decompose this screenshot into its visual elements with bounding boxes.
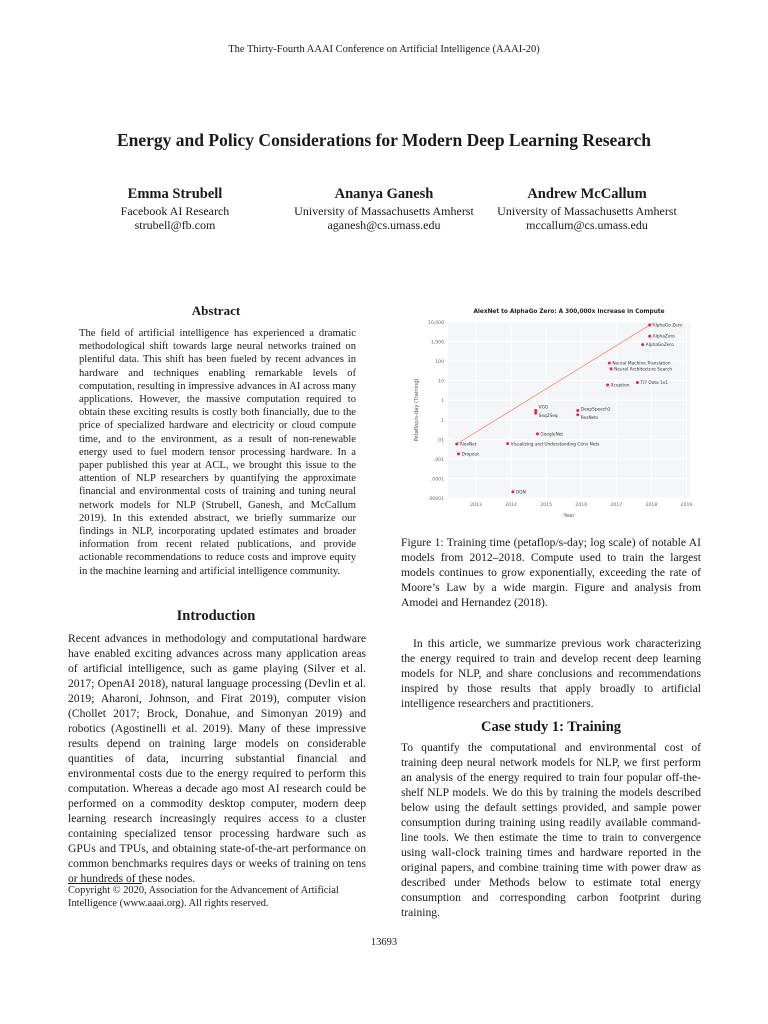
data-point — [641, 343, 644, 346]
plot-area — [448, 322, 690, 498]
y-tick-label: 10 — [438, 379, 444, 385]
y-tick-label: .01 — [436, 438, 444, 444]
data-point — [534, 412, 537, 415]
data-label: Neural Architecture Search — [614, 367, 673, 373]
author-block — [269, 187, 499, 232]
data-label: Xception — [610, 383, 630, 389]
x-tick-label: 2017 — [610, 503, 623, 508]
author-affiliation: University of Massachusetts Amherst — [294, 204, 474, 218]
data-label: AlphaGo Zero — [652, 323, 683, 329]
case-study-heading: Case study 1: Training — [480, 719, 622, 735]
y-tick-label: 1,000 — [430, 340, 444, 346]
page-number: 13693 — [370, 937, 398, 948]
data-point — [636, 381, 639, 384]
x-axis-label: Year — [563, 513, 575, 519]
data-label: ResNets — [580, 415, 599, 421]
data-label: Neural Machine Translation — [612, 361, 671, 367]
data-point — [455, 442, 458, 445]
data-point — [606, 384, 609, 387]
data-label: AlphaGoZero — [645, 343, 674, 349]
y-tick-label: .0001 — [430, 477, 444, 483]
data-point — [536, 432, 539, 435]
x-tick-label: 2018 — [645, 503, 658, 508]
author-email: mccallum@cs.umass.edu — [526, 218, 648, 232]
author-affiliation: Facebook AI Research — [120, 204, 230, 218]
data-point — [511, 490, 514, 493]
author-email: aganesh@cs.umass.edu — [327, 218, 441, 232]
data-label: Dropout — [461, 452, 479, 458]
y-tick-label: .00001 — [427, 497, 444, 502]
y-axis-label: Petaflop/s-day (Training) — [414, 378, 420, 442]
paper-title: Energy and Policy Considerations for Modern Deep Learning Research — [116, 130, 652, 150]
introduction-heading: Introduction — [176, 608, 256, 624]
data-label: VGG — [538, 405, 549, 411]
data-label: GoogleNet — [540, 432, 564, 438]
author-name: Emma Strubell — [127, 186, 223, 202]
y-tick-label: 10,000 — [427, 321, 444, 326]
data-label: AlphaZero — [652, 334, 675, 340]
figure-1 — [404, 302, 698, 526]
abstract-text: The field of artificial intelligence has experienced a dramatic methodological shift towards large neural networks trained on plentiful data. This shift has been fueled by recent advances in hardware and techniques enabling remarkable levels of computation, resulting in impressive advances in AI across many applications. However, the massive computation required to obtain these exciting results is costly both financially, due to the price of specialized hardware and electricity or cloud compute time, and to the environment, as a result of non-renewable energy used to fuel modern tensor processing hardware. In a paper published this year at ACL, we brought this issue to the attention of NLP researchers by quantifying the approximate financial and environmental costs of training and tuning neural network models for NLP (Strubell, Ganesh, and McCallum 2019). In this extended abstract, we briefly summarize our findings in NLP, incorporating updated estimates and broader information from recent related publications, and provide actionable recommendations to reduce costs and improve equity in the machine learning and artificial intelligence community. — [79, 328, 356, 577]
x-tick-label: 2014 — [505, 503, 517, 508]
x-tick-label: 2015 — [540, 503, 553, 508]
data-point — [534, 409, 537, 412]
data-label: Seq2Seq — [538, 414, 558, 420]
y-tick-label: .1 — [439, 418, 444, 424]
data-label: DeepSpeech2 — [580, 407, 611, 413]
author-name: Ananya Ganesh — [334, 186, 434, 202]
author-email: strubell@fb.com — [134, 218, 216, 232]
copyright-footnote: Copyright © 2020, Association for the Advancement of Artificial Intelligence (www.aaai.org). All rights reserved. — [68, 885, 339, 909]
data-point — [610, 367, 613, 370]
compute-chart — [404, 302, 698, 526]
case-study-text: To quantify the computational and environmental cost of training deep neural network models for NLP, we first perform an analysis of the energy required to train four popular off-the-shelf NLP models. We do this by training the models described below using the default settings provided, and sample power consumption during training using readily available command-line tools. We then estimate the time to train to convergence using wall-clock training times and hardware reported in the original papers, and combine training time with power draw as described under Methods below to estimate total energy consumption and corresponding carbon footprint during training. — [401, 741, 701, 919]
x-tick-label: 2013 — [470, 503, 482, 508]
y-tick-label: 1 — [441, 399, 444, 405]
x-tick-label: 2019 — [680, 503, 693, 508]
data-point — [457, 452, 460, 455]
chart-title: AlexNet to AlphaGo Zero: A 300,000x Increase in Compute — [473, 309, 665, 315]
abstract-heading: Abstract — [191, 303, 241, 318]
data-label: AlexNet — [459, 442, 477, 448]
data-point — [576, 413, 579, 416]
data-point — [576, 409, 579, 412]
author-name: Andrew McCallum — [527, 186, 647, 202]
author-affiliation: University of Massachusetts Amherst — [497, 204, 677, 218]
data-point — [648, 324, 651, 327]
data-label: DQN — [515, 490, 526, 496]
author-block — [472, 187, 702, 232]
data-point — [506, 442, 509, 445]
summary-paragraph: In this article, we summarize previous work characterizing the energy required to train and develop recent deep learning models for NLP, and share conclusions and recommendations inspired by those results that apply broadly to artificial intelligence researchers and practitioners. — [401, 637, 701, 710]
author-block — [60, 187, 290, 232]
running-header: The Thirty-Fourth AAAI Conference on Artificial Intelligence (AAAI-20) — [228, 44, 540, 55]
introduction-text: Recent advances in methodology and computational hardware have enabled exciting advances across many application areas of artificial intelligence, such as game playing (Silver et al. 2017; OpenAI 2018), natural language processing (Devlin et al. 2019; Aharoni, Johnson, and Firat 2019), computer vision (Chollet 2017; Brock, Donahue, and Simonyan 2019) and robotics (Agostinelli et al. 2019). Many of these impressive results depend on training large models on considerable quantities of data, incurring substantial financial and environmental costs due to the energy required to perform this computation. Whereas a decade ago most AI research could be performed on a commodity desktop computer, modern deep learning research increasingly requires access to a cluster containing specialized tensor processing hardware such as GPUs and TPUs, and obtaining state-of-the-art performance on common benchmarks requires days or weeks of training on tens or hundreds of these nodes. — [68, 632, 366, 885]
x-tick-label: 2016 — [575, 503, 588, 508]
data-label: TI7 Dota 1v1 — [640, 381, 669, 387]
y-tick-label: 100 — [435, 360, 444, 366]
data-label: Visualizing and Understanding Conv Nets — [510, 442, 600, 448]
data-point — [608, 362, 611, 365]
data-point — [648, 335, 651, 338]
y-tick-label: .001 — [433, 457, 444, 463]
figure-caption: Figure 1: Training time (petaflop/s-day; log scale) of notable AI models from 2012–2018. Compute used to train the largest models continues to grow exponentially, exceeding the rate of Moore’s Law by a wide margin. Figure and analysis from Amodei and Hernandez (2018). — [401, 536, 701, 609]
